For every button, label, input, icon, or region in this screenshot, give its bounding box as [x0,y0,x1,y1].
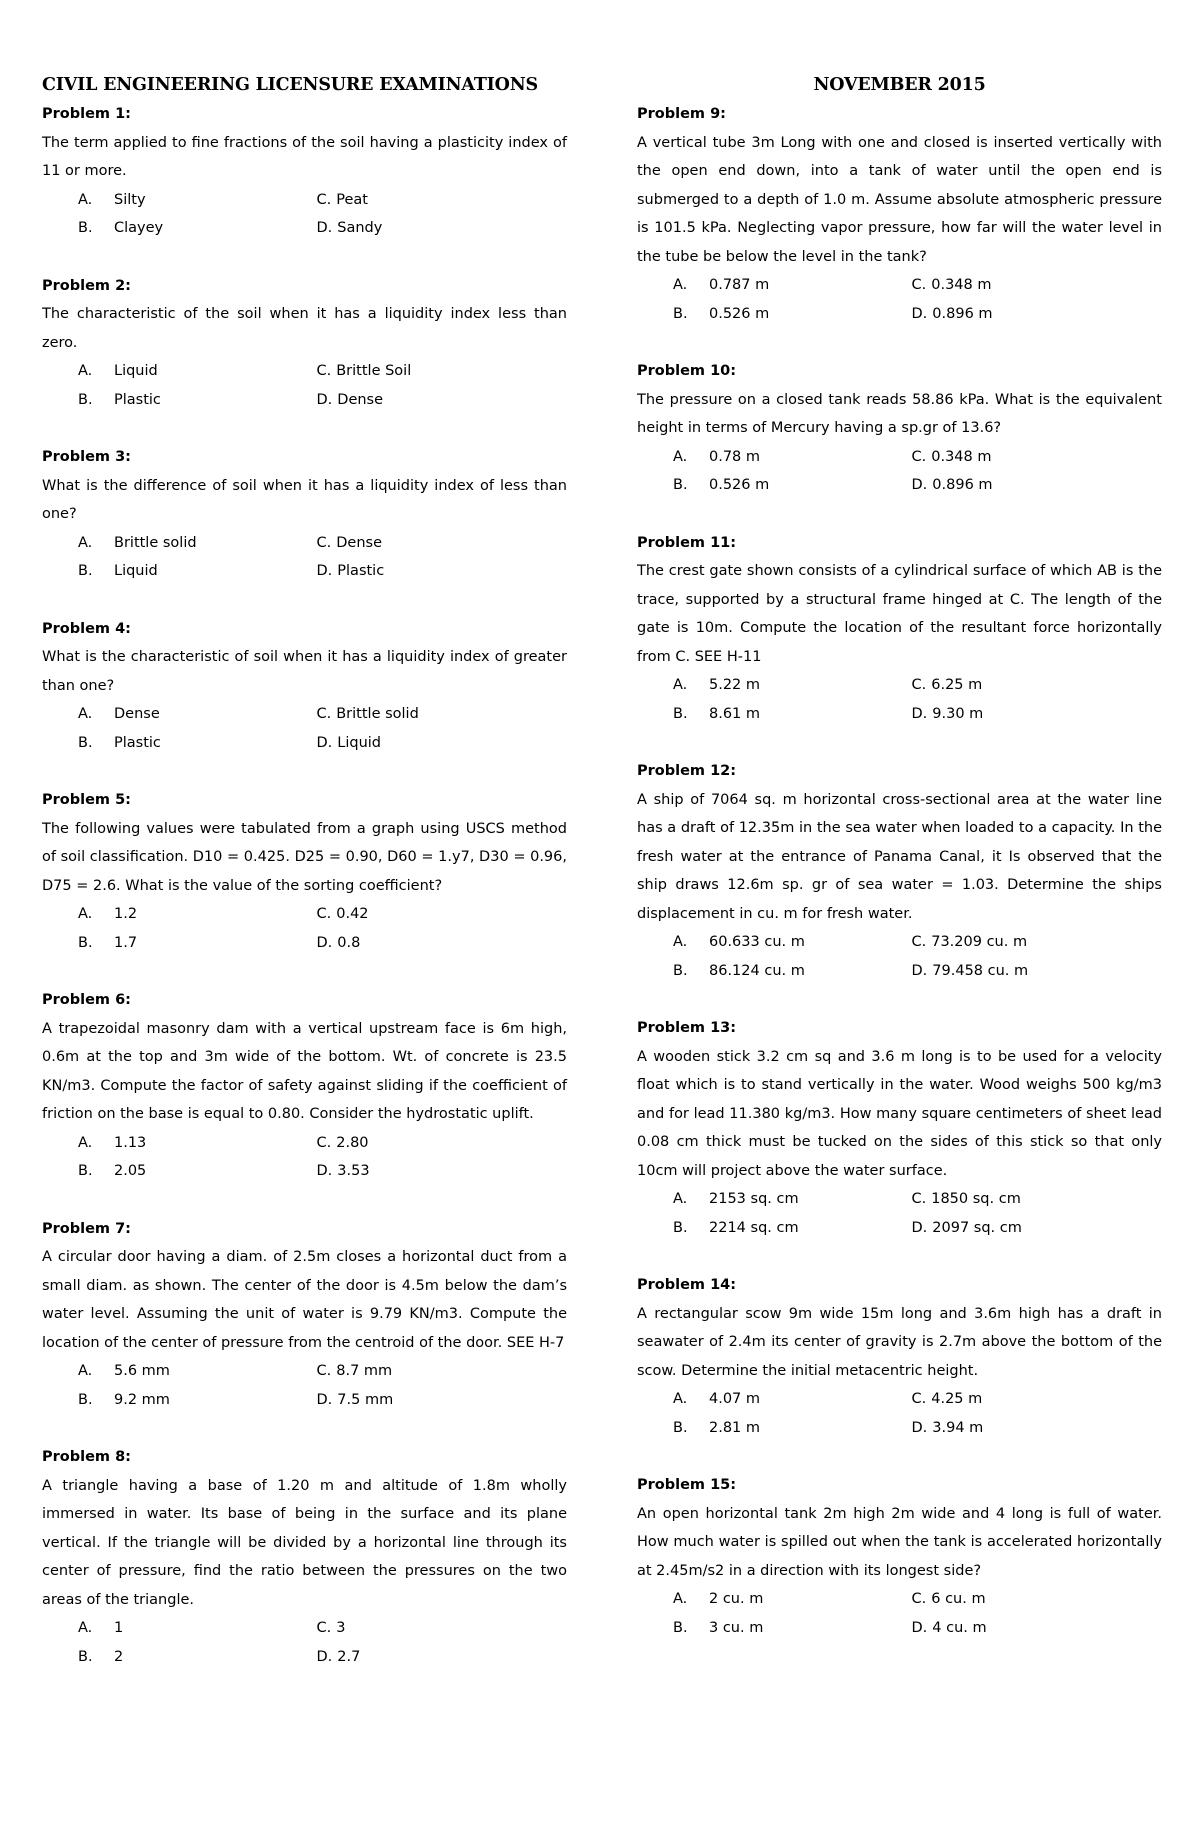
choice-text: 2.80 [336,1134,369,1151]
answer-choices [637,1585,1162,1642]
choice-b [637,471,900,500]
problem-11 [637,529,1162,729]
choice-d [305,1386,568,1415]
choice-c [305,900,568,929]
choice-text: 6 cu. m [931,1591,986,1607]
problem-5 [42,786,567,957]
choice-b [42,386,305,415]
problem-7 [42,1215,567,1415]
choice-label: C. [316,363,332,379]
problem-title: Problem 9: [637,106,726,122]
choice-text: 86.124 cu. m [709,962,805,979]
choice-text: 2097 sq. cm [932,1219,1022,1236]
choice-d [305,557,568,586]
problem-spacer [637,1242,1162,1271]
choice-text: 79.458 cu. m [932,962,1029,979]
choice-b [637,1214,900,1243]
choice-c [900,928,1163,957]
choice-b [42,729,305,758]
problem-text: What is the characteristic of soil when it has a liquidity index of greater than one? [42,649,567,694]
choice-label: B. [78,391,93,408]
choice-label: B. [673,962,688,979]
choice-text: Silty [114,191,146,208]
answer-choices [42,186,567,243]
choice-c [900,1185,1163,1214]
problem-text: A circular door having a diam. of 2.5m closes a horizontal duct from a small diam. as shown. The center of the door is 4.5m below the dam’s water level. Assuming the unit of water is 9.79 KN/m3. Compute the location of the center of pressure from the centroid of the door. SEE H-7 [42,1249,567,1351]
answer-choices [42,1357,567,1414]
choice-a [637,443,900,472]
problem-title: Problem 6: [42,992,131,1008]
problem-4 [42,615,567,758]
problem-text: A wooden stick 3.2 cm sq and 3.6 m long is to be used for a velocity float which is to stand vertically in the water. Wood weighs 500 kg/m3 and for lead 11.380 kg/m3. How many square centimeters of sheet lead 0.08 cm thick must be tucked on the sides of this stick so that only 10cm will project above the water surface. [637,1048,1162,1179]
choice-label: C. [911,934,927,950]
choice-c [305,529,568,558]
choice-label: D. [316,563,333,579]
choice-b [42,929,305,958]
choice-d [900,700,1163,729]
choice-text: Plastic [337,563,385,579]
choice-text: 4 cu. m [932,1619,987,1636]
choice-label: C. [316,534,332,551]
choice-b [637,1614,900,1643]
choice-a [42,700,305,729]
problem-spacer [637,1442,1162,1471]
choice-label: B. [78,1163,93,1179]
choice-d [305,1157,568,1186]
choice-text: 2.7 [337,1648,361,1665]
choice-label: A. [673,448,688,465]
choice-a [42,900,305,929]
choice-d [900,471,1163,500]
choice-text: 0.348 m [931,277,992,293]
problem-text: The crest gate shown consists of a cylindrical surface of which AB is the trace, supported by a structural frame hinged at C. The length of the gate is 10m. Compute the location of the resultant force horizontally from C. SEE H-11 [637,563,1162,665]
choice-text: Dense [337,391,384,408]
choice-d [305,386,568,415]
problem-spacer [42,586,567,615]
problem-text: What is the difference of soil when it has a liquidity index of less than one? [42,477,567,522]
problem-text: The characteristic of the soil when it has a liquidity index less than zero. [42,306,567,351]
choice-label: D. [911,962,928,979]
choice-a [637,1185,900,1214]
choice-b [42,214,305,243]
exam-title: CIVIL ENGINEERING LICENSURE EXAMINATIONS [42,75,538,95]
choice-label: A. [78,363,93,379]
left-column [42,70,567,1700]
problem-text: A ship of 7064 sq. m horizontal cross-sectional area at the water line has a draft of 12.35m in the sea water when loaded to a capacity. In the fresh water at the entrance of Panama Canal, it Is observed that the ship draws 12.6m sp. gr of sea water = 1.03. Determine the ships displacement in cu. m for fresh water. [637,791,1162,922]
choice-label: C. [911,677,927,693]
right-column [637,70,1162,1671]
choice-text: 6.25 m [931,677,983,693]
choice-label: B. [78,563,93,579]
choice-label: C. [316,706,332,722]
choice-label: D. [911,477,928,493]
choice-a [42,529,305,558]
choice-text: 1850 sq. cm [931,1191,1021,1207]
choice-text: Liquid [114,563,158,579]
problem-8 [42,1443,567,1671]
choice-label: B. [78,934,93,951]
choice-text: 0.348 m [931,448,992,465]
choice-label: D. [911,305,928,322]
choice-c [900,1385,1163,1414]
choice-label: A. [78,1363,93,1379]
choice-label: C. [316,191,332,208]
answer-choices [637,1385,1162,1442]
choice-label: B. [673,1219,688,1236]
choice-label: D. [911,1619,928,1636]
choice-label: A. [673,1391,688,1407]
choice-label: D. [316,220,333,236]
choice-label: B. [78,220,93,236]
problem-text: The following values were tabulated from a graph using USCS method of soil classification. D10 = 0.425. D25 = 0.90, D60 = 1.y7, D30 = 0.96, D75 = 2.6. What is the value of the sorting coefficient? [42,820,567,894]
choice-text: 73.209 cu. m [931,934,1028,950]
answer-choices [42,529,567,586]
choice-c [305,186,568,215]
choice-text: Liquid [114,363,158,379]
choice-label: D. [316,391,333,408]
choice-label: D. [316,734,333,751]
choice-d [305,729,568,758]
choice-text: 5.6 mm [114,1363,170,1379]
choice-text: 9.2 mm [114,1391,170,1408]
problem-text: A trapezoidal masonry dam with a vertical upstream face is 6m high, 0.6m at the top and 3m wide of the bottom. Wt. of concrete is 23.5 KN/m3. Compute the factor of safety against sliding if the coefficient of friction on the base is equal to 0.80. Consider the hydrostatic uplift. [42,1020,567,1122]
choice-text: 5.22 m [709,677,761,693]
choice-text: 1.13 [114,1134,147,1151]
choice-text: 3.94 m [932,1419,984,1436]
choice-c [900,1585,1163,1614]
choice-text: 60.633 cu. m [709,934,805,950]
problem-title: Problem 15: [637,1477,737,1493]
problem-text: A rectangular scow 9m wide 15m long and 3.6m high has a draft in seawater of 2.4m its center of gravity is 2.7m above the bottom of the scow. Determine the initial metacentric height. [637,1305,1162,1379]
choice-a [637,271,900,300]
choice-label: D. [316,1648,333,1665]
choice-label: B. [78,1648,93,1665]
choice-b [42,1386,305,1415]
choice-b [637,957,900,986]
choice-text: 9.30 m [932,705,984,722]
answer-choices [637,928,1162,985]
choice-text: 1.7 [114,934,138,951]
answer-choices [42,700,567,757]
choice-label: A. [78,706,93,722]
choice-label: A. [673,677,688,693]
choice-text: 0.896 m [932,477,993,493]
answer-choices [637,443,1162,500]
choice-text: 2153 sq. cm [709,1191,799,1207]
problem-9 [637,100,1162,328]
answer-choices [42,1129,567,1186]
choice-c [305,1129,568,1158]
choice-label: C. [911,277,927,293]
left-problem-list [42,100,567,1700]
choice-d [900,1414,1163,1443]
choice-text: 0.526 m [709,305,770,322]
problem-13 [637,1014,1162,1242]
problem-title: Problem 10: [637,363,737,379]
choice-d [305,1643,568,1672]
choice-text: Brittle solid [114,534,197,551]
choice-text: 0.787 m [709,277,770,293]
choice-b [42,1157,305,1186]
problem-spacer [42,757,567,786]
problem-6 [42,986,567,1186]
choice-text: 2.81 m [709,1419,761,1436]
choice-label: C. [316,1363,332,1379]
choice-text: 0.42 [336,906,369,922]
problem-title: Problem 1: [42,106,131,122]
choice-text: Peat [336,191,368,208]
problem-3 [42,443,567,586]
choice-c [305,700,568,729]
problem-12 [637,757,1162,985]
choice-text: Brittle Soil [336,363,412,379]
choice-label: A. [673,277,688,293]
answer-choices [42,900,567,957]
choice-text: 1 [114,1620,124,1636]
choice-text: 0.8 [337,934,361,951]
answer-choices [637,671,1162,728]
choice-c [305,1614,568,1643]
choice-text: 0.896 m [932,305,993,322]
choice-text: 1.2 [114,906,138,922]
choice-text: 3.53 [337,1163,370,1179]
problem-spacer [637,728,1162,757]
answer-choices [637,1185,1162,1242]
choice-label: A. [673,934,688,950]
problem-14 [637,1271,1162,1442]
problem-title: Problem 13: [637,1020,737,1036]
choice-text: 8.61 m [709,705,761,722]
choice-label: A. [78,534,93,551]
choice-text: Plastic [114,734,161,751]
choice-text: Dense [114,706,160,722]
problem-title: Problem 14: [637,1277,737,1293]
choice-c [305,1357,568,1386]
choice-label: D. [911,1419,928,1436]
choice-label: D. [316,934,333,951]
problem-title: Problem 11: [637,534,737,551]
choice-text: 2 [114,1648,124,1665]
choice-label: A. [78,1134,93,1151]
choice-label: C. [316,1620,332,1636]
problem-spacer [42,1186,567,1215]
choice-d [900,1614,1163,1643]
choice-a [42,1614,305,1643]
problem-text: The pressure on a closed tank reads 58.86 kPa. What is the equivalent height in terms of Mercury having a sp.gr of 13.6? [637,391,1162,436]
choice-label: B. [673,477,688,493]
choice-a [42,357,305,386]
choice-d [305,929,568,958]
choice-text: 0.526 m [709,477,770,493]
choice-c [900,671,1163,700]
choice-text: 2214 sq. cm [709,1219,799,1236]
choice-d [900,957,1163,986]
choice-c [305,357,568,386]
problem-spacer [42,1414,567,1443]
choice-a [42,1357,305,1386]
problem-spacer [42,243,567,272]
problem-title: Problem 8: [42,1449,131,1465]
choice-text: 3 cu. m [709,1619,764,1636]
choice-text: 7.5 mm [337,1391,394,1408]
choice-label: A. [78,191,93,208]
choice-label: C. [911,448,927,465]
problem-2 [42,272,567,415]
choice-label: A. [673,1191,688,1207]
problem-15 [637,1471,1162,1642]
choice-b [42,1643,305,1672]
problem-spacer [637,1642,1162,1671]
choice-label: B. [78,734,93,751]
right-problem-list [637,100,1162,1671]
choice-b [42,557,305,586]
problem-text: A vertical tube 3m Long with one and closed is inserted vertically with the open end down, into a tank of water until the open end is submerged to a depth of 1.0 m. Assume absolute atmospheric pressure is 101.5 kPa. Neglecting vapor pressure, how far will the water level in the tube be below the level in the tank? [637,134,1162,265]
problem-spacer [42,414,567,443]
choice-text: 8.7 mm [336,1363,393,1379]
problem-1 [42,100,567,243]
problem-title: Problem 3: [42,449,131,465]
choice-label: C. [911,1191,927,1207]
choice-label: A. [78,1620,93,1636]
choice-a [637,1385,900,1414]
problem-spacer [42,1671,567,1700]
choice-b [637,300,900,329]
choice-text: 2.05 [114,1163,147,1179]
choice-a [42,186,305,215]
problem-spacer [42,957,567,986]
problem-text: An open horizontal tank 2m high 2m wide and 4 long is full of water. How much water is spilled out when the tank is accelerated horizontally at 2.45m/s2 in a direction with its longest side? [637,1505,1162,1579]
choice-text: 4.25 m [931,1391,983,1407]
choice-a [637,1585,900,1614]
choice-d [305,214,568,243]
choice-label: C. [911,1391,927,1407]
choice-text: Dense [336,534,382,551]
problem-text: A triangle having a base of 1.20 m and altitude of 1.8m wholly immersed in water. Its base of being in the surface and its plane vertical. If the triangle will be divided by a horizontal line through its center of pressure, find the ratio between the pressures on the two areas of the triangle. [42,1477,567,1608]
choice-label: B. [673,1619,688,1636]
choice-text: Brittle solid [336,706,419,722]
problem-text: The term applied to fine fractions of the soil having a plasticity index of 11 or more. [42,134,567,179]
choice-label: D. [911,705,928,722]
choice-d [900,1214,1163,1243]
problem-title: Problem 5: [42,792,131,808]
problem-title: Problem 2: [42,277,131,294]
choice-c [900,271,1163,300]
choice-label: A. [673,1591,688,1607]
choice-label: C. [316,906,332,922]
choice-label: B. [673,705,688,722]
problem-spacer [637,328,1162,357]
problem-title: Problem 4: [42,620,131,637]
problem-spacer [637,500,1162,529]
problem-spacer [637,985,1162,1014]
choice-text: Clayey [114,220,164,236]
choice-label: B. [673,305,688,322]
choice-text: Liquid [337,734,382,751]
exam-date: NOVEMBER 2015 [813,75,986,95]
problem-title: Problem 7: [42,1220,131,1237]
choice-text: 3 [336,1620,346,1636]
choice-text: 2 cu. m [709,1591,764,1607]
choice-text: Sandy [337,220,383,236]
answer-choices [42,357,567,414]
choice-d [900,300,1163,329]
choice-a [42,1129,305,1158]
choice-label: D. [316,1163,333,1179]
choice-text: 4.07 m [709,1391,761,1407]
choice-label: D. [911,1219,928,1236]
problem-title: Problem 12: [637,763,737,779]
choice-text: 0.78 m [709,448,761,465]
choice-a [637,671,900,700]
choice-b [637,1414,900,1443]
choice-b [637,700,900,729]
choice-label: D. [316,1391,333,1408]
answer-choices [637,271,1162,328]
choice-text: Plastic [114,391,161,408]
choice-label: C. [911,1591,927,1607]
choice-label: A. [78,906,93,922]
choice-label: B. [673,1419,688,1436]
choice-label: B. [78,1391,93,1408]
choice-a [637,928,900,957]
problem-10 [637,357,1162,500]
answer-choices [42,1614,567,1671]
choice-label: C. [316,1134,332,1151]
choice-c [900,443,1163,472]
